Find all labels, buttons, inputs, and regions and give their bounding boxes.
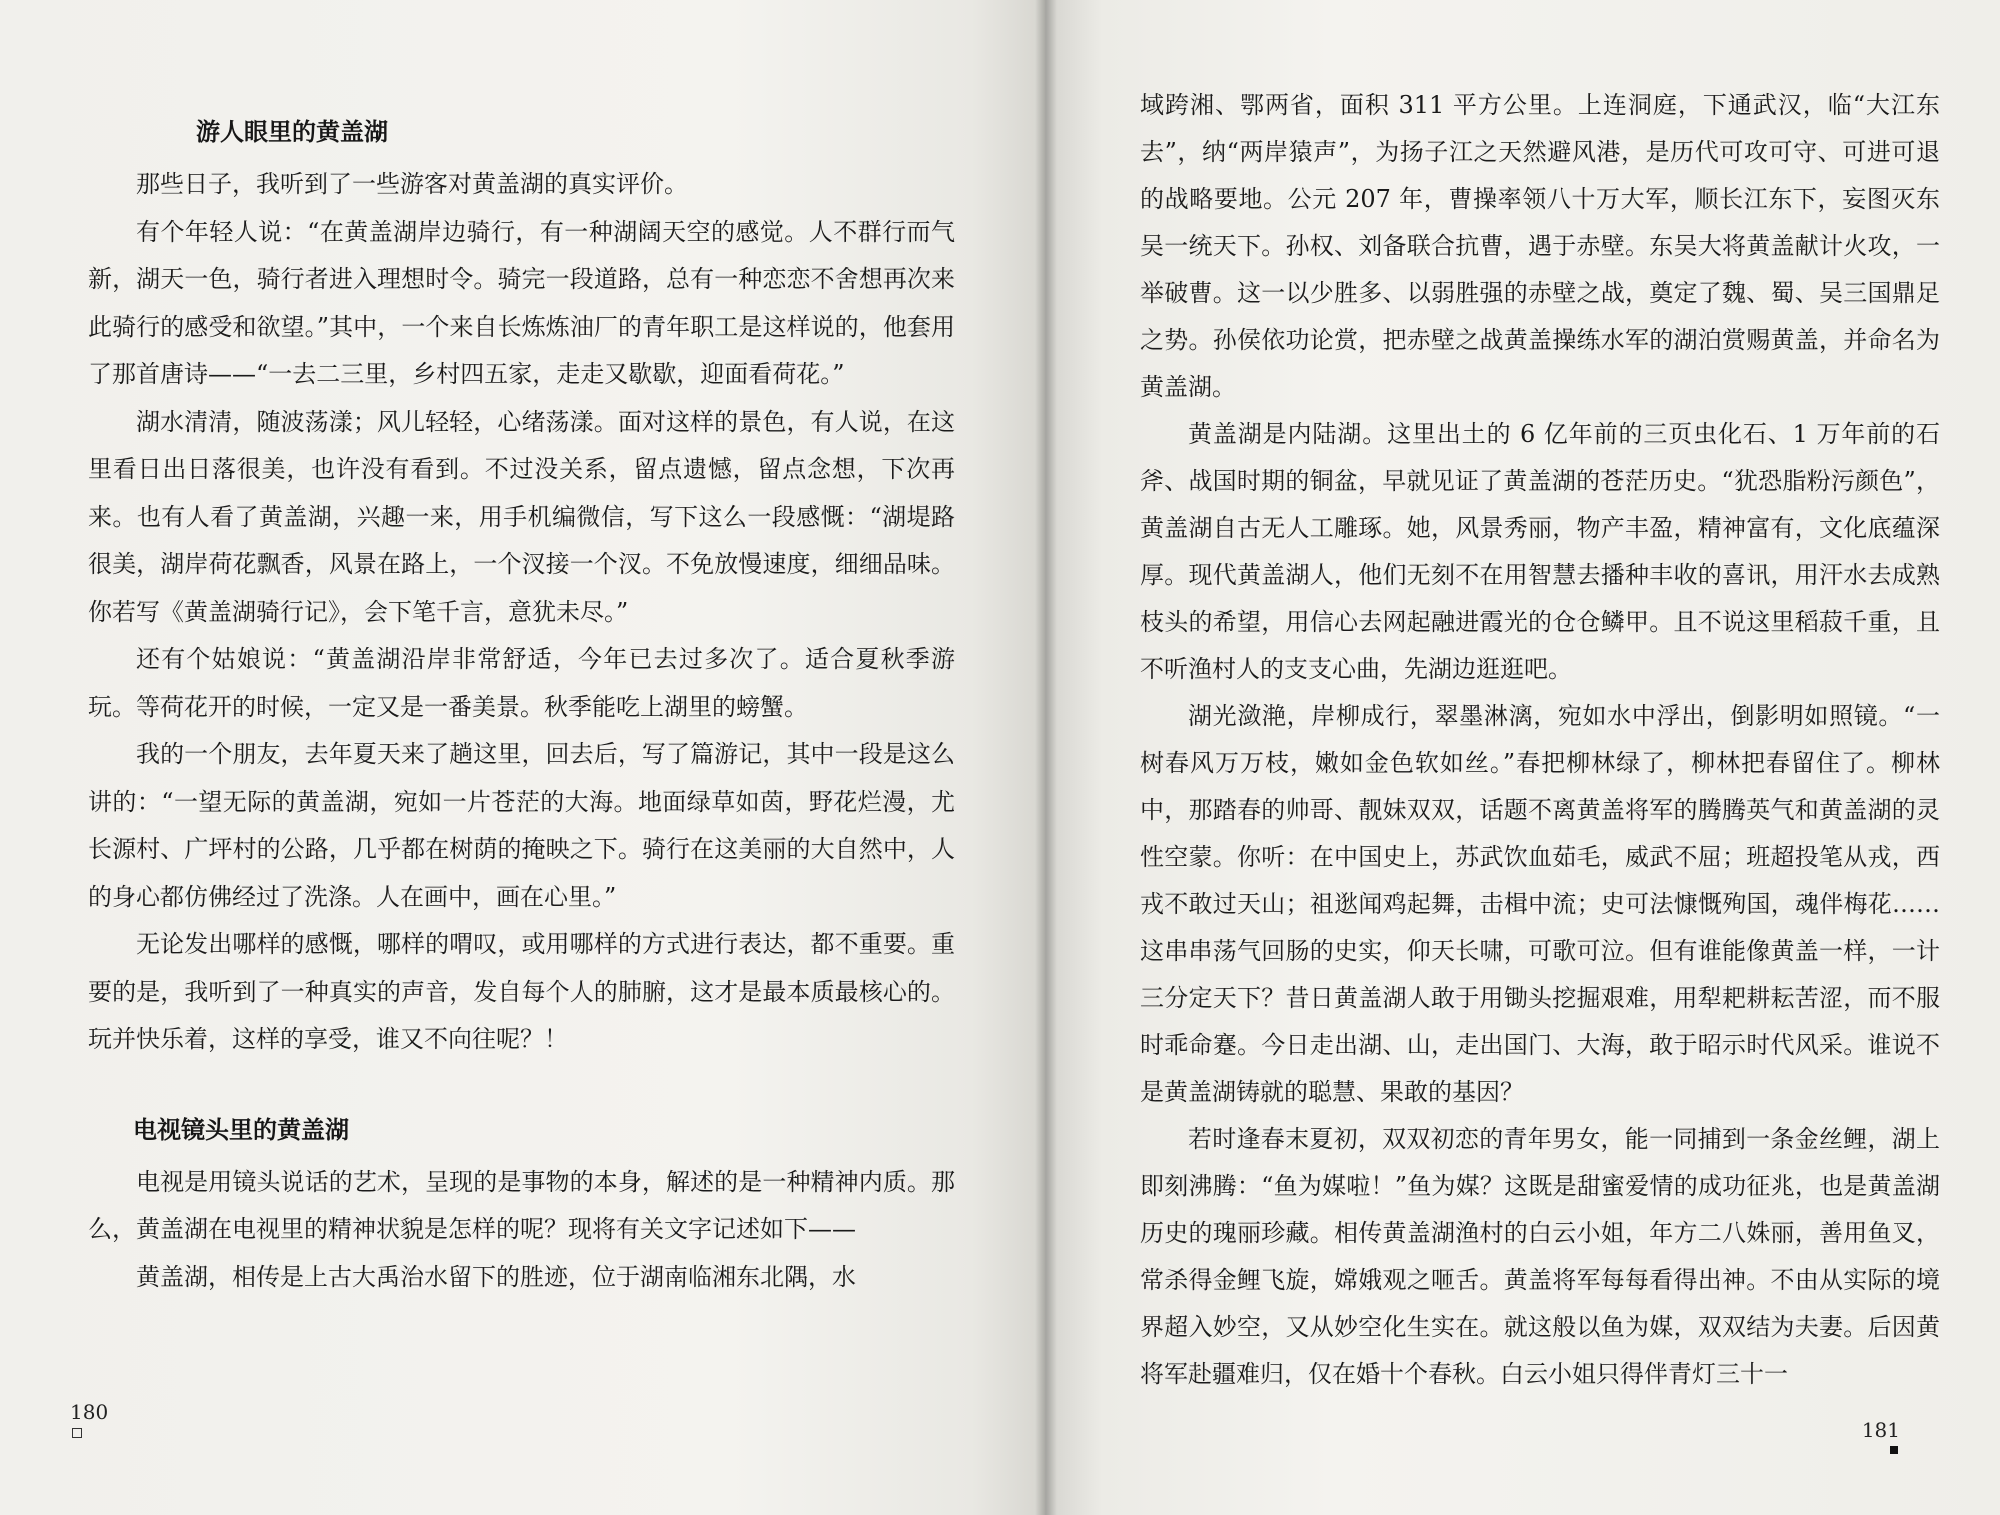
paragraph: 黄盖湖，相传是上古大禹治水留下的胜迹，位于湖南临湘东北隅，水 xyxy=(136,1262,856,1291)
page-number-left: 180 xyxy=(70,1400,109,1424)
book-gutter xyxy=(1035,0,1057,1515)
paragraph: 电视是用镜头说话的艺术，呈现的是事物的本身，解述的是一种精神内质。那么，黄盖湖在电视里的精神状貌是怎样的呢？现将有关文字记述如下—— xyxy=(88,1167,955,1243)
paragraph: 域跨湘、鄂两省，面积 311 平方公里。上连洞庭，下通武汉，临“大江东去”，纳“两岸猿声”，为扬子江之天然避风港，是历代可攻可守、可进可退的战略要地。公元 207 年，曹操率领八十万大军，顺长江东下，妄图灭东吴一统天下。孙权、刘备联合抗曹，遇于赤壁。东吴大将黄盖献计火攻，一举破曹。这一以少胜多、以弱胜强的赤壁之战，奠定了魏、蜀、吴三国鼎足之势。孙侯依功论赏，把赤壁之战黄盖操练水军的湖泊赏赐黄盖，并命名为黄盖湖。 xyxy=(1140,91,1940,401)
paragraph: 黄盖湖是内陆湖。这里出土的 6 亿年前的三页虫化石、1 万年前的石斧、战国时期的铜盆，早就见证了黄盖湖的苍茫历史。“犹恐脂粉污颜色”，黄盖湖自古无人工雕琢。她，风景秀丽，物产丰盈，精神富有，文化底蕴深厚。现代黄盖湖人，他们无刻不在用智慧去播种丰收的喜讯，用汗水去成熟枝头的希望，用信心去网起融进霞光的仓仓鳞甲。且不说这里稻菽千重，且不听渔村人的支支心曲，先湖边逛逛吧。 xyxy=(1140,420,1940,683)
paragraph: 湖光潋滟，岸柳成行，翠墨淋漓，宛如水中浮出，倒影明如照镜。“一树春风万万枝，嫩如金色软如丝。”春把柳林绿了，柳林把春留住了。柳林中，那踏春的帅哥、靓妹双双，话题不离黄盖将军的腾腾英气和黄盖湖的灵性空蒙。你听：在中国史上，苏武饮血茹毛，威武不屈；班超投笔从戎，西戎不敢过天山；祖逖闻鸡起舞，击楫中流；史可法慷慨殉国，魂伴梅花……这串串荡气回肠的史实，仰天长啸，可歌可泣。但有谁能像黄盖一样，一计三分定天下？昔日黄盖湖人敢于用锄头挖掘艰难，用犁耙耕耘苦涩，而不服时乖命蹇。今日走出湖、山，走出国门、大海，敢于昭示时代风采。谁说不是黄盖湖铸就的聪慧、果敢的基因？ xyxy=(1140,702,1940,1106)
paragraph: 若时逢春末夏初，双双初恋的青年男女，能一同捕到一条金丝鲤，湖上即刻沸腾：“鱼为媒啦！”鱼为媒？这既是甜蜜爱情的成功征兆，也是黄盖湖历史的瑰丽珍藏。相传黄盖湖渔村的白云小姐，年方二八姝丽，善用鱼叉，常杀得金鲤飞旋，嫦娥观之咂舌。黄盖将军每每看得出神。不由从实际的境界超入妙空，又从妙空化生实在。就这般以鱼为媒，双双结为夫妻。后因黄将军赴疆难归，仅在婚十个春秋。白云小姐只得伴青灯三十一 xyxy=(1140,1125,1940,1388)
paragraph: 有个年轻人说：“在黄盖湖岸边骑行，有一种湖阔天空的感觉。人不群行而气新，湖天一色，骑行者进入理想时令。骑完一段道路，总有一种恋恋不舍想再次来此骑行的感受和欲望。”其中，一个来自长炼炼油厂的青年职工是这样说的，他套用了那首唐诗——“一去二三里，乡村四五家，走走又歇歇，迎面看荷花。” xyxy=(88,217,955,388)
paragraph: 那些日子，我听到了一些游客对黄盖湖的真实评价。 xyxy=(136,170,688,198)
page-marker-hollow xyxy=(72,1428,82,1438)
paragraph: 还有个姑娘说：“黄盖湖沿岸非常舒适，今年已去过多次了。适合夏秋季游玩。等荷花开的时候，一定又是一番美景。秋季能吃上湖里的螃蟹。 xyxy=(88,645,955,721)
paragraph: 无论发出哪样的感慨，哪样的喟叹，或用哪样的方式进行表达，都不重要。重要的是，我听到了一种真实的声音，发自每个人的肺腑，这才是最本质最核心的。玩并快乐着，这样的享受，谁又不向往呢？！ xyxy=(88,930,955,1053)
right-page xyxy=(1045,0,2000,1515)
page-number-right: 181 xyxy=(1861,1418,1900,1442)
paragraph: 我的一个朋友，去年夏天来了趟这里，回去后，写了篇游记，其中一段是这么讲的：“一望无际的黄盖湖，宛如一片苍茫的大海。地面绿草如茵，野花烂漫，尤长源村、广坪村的公路，几乎都在树荫的掩映之下。骑行在这美丽的大自然中，人的身心都仿佛经过了洗涤。人在画中，画在心里。” xyxy=(88,740,955,911)
paragraph: 湖水清清，随波荡漾；风儿轻轻，心绪荡漾。面对这样的景色，有人说，在这里看日出日落很美，也许没有看到。不过没关系，留点遗憾，留点念想，下次再来。也有人看了黄盖湖，兴趣一来，用手机编微信，写下这么一段感慨：“湖堤路很美，湖岸荷花飘香，风景在路上，一个汊接一个汊。不免放慢速度，细细品味。你若写《黄盖湖骑行记》，会下笔千言，意犹未尽。” xyxy=(88,407,955,626)
section-heading-tv: 电视镜头里的黄盖湖 xyxy=(133,1115,349,1144)
page-marker-solid xyxy=(1890,1446,1898,1454)
section-heading-tourists: 游人眼里的黄盖湖 xyxy=(196,118,388,146)
